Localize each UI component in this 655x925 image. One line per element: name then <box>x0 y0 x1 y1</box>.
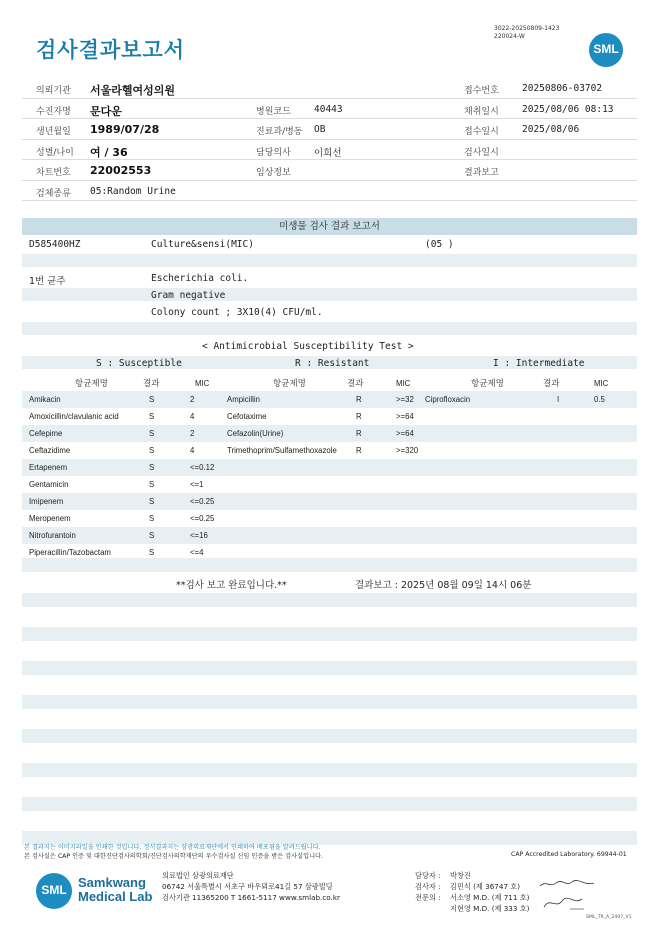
ast-table-row <box>22 459 637 476</box>
section-title: 미생물 검사 결과 보고서 <box>22 218 637 235</box>
org-name: 의료법인 삼광의료재단 <box>162 871 234 880</box>
row-band <box>22 729 637 743</box>
antibiotic-name: Gentamicin <box>29 480 69 489</box>
antibiotic-name: Nitrofurantoin <box>29 531 76 540</box>
susceptibility-result: S <box>149 463 155 472</box>
ast-table-row <box>22 527 637 544</box>
mic-value: <=0.12 <box>190 463 215 472</box>
col-mic-1: MIC <box>195 379 210 388</box>
report-time: 결과보고 : 2025년 08월 09일 14시 06분 <box>355 580 532 591</box>
info-value-v2: OB <box>314 124 326 135</box>
info-label-l2: 병원코드 <box>256 106 291 117</box>
ast-title: < Antimicrobial Susceptibility Test > <box>202 341 414 352</box>
info-label-l2: 진료과/병동 <box>256 127 303 137</box>
info-label-l1: 검체종류 <box>36 188 71 199</box>
info-value-v1: 05:Random Urine <box>90 185 176 197</box>
col-result-1: 결과 <box>143 379 160 389</box>
susceptibility-result: S <box>149 514 155 523</box>
brand-name <box>78 876 152 904</box>
ast-table-row <box>22 391 637 408</box>
antibiotic-name: Ampicillin <box>227 395 260 404</box>
info-value-v1: 22002553 <box>90 164 152 177</box>
info-label-l1: 성별/나이 <box>36 147 74 158</box>
form-code: SML_TR_A_2407_V1 <box>586 915 632 920</box>
info-label-l1: 생년월일 <box>36 127 71 137</box>
col-result-3: 결과 <box>543 379 560 389</box>
notice-accreditation: 본 검사실은 CAP 인증 및 대한진단검사의학회/진단검사의학재단의 우수검사실 신임 인증을 받은 검사실입니다. <box>24 853 323 860</box>
staff-3-label: 전문의 : <box>415 893 441 902</box>
org-address: 06742 서울특별시 서초구 바우뫼로41길 57 삼광빌딩 <box>162 882 333 891</box>
susceptibility-result: S <box>149 412 155 421</box>
completion-message: **검사 보고 완료입니다.** <box>176 580 287 591</box>
mic-value: 4 <box>190 446 195 455</box>
info-label-l3: 접수번호 <box>464 86 499 96</box>
antibiotic-name: Cefepime <box>29 429 63 438</box>
susceptibility-result: S <box>149 446 155 455</box>
info-label-l2: 담당의사 <box>256 147 291 158</box>
info-row <box>22 119 637 140</box>
susceptibility-result: S <box>149 531 155 540</box>
antibiotic-name: Amoxicillin/clavulanic acid <box>29 412 119 421</box>
mic-value: 0.5 <box>594 395 605 404</box>
info-row <box>22 140 637 161</box>
row-band <box>22 593 637 607</box>
ast-table-row <box>22 408 637 425</box>
row-band <box>22 695 637 709</box>
staff-2-label: 검사자 : <box>415 882 441 891</box>
antibiotic-name: Amikacin <box>29 395 61 404</box>
susceptibility-result: S <box>149 548 155 557</box>
mic-value: <=0.25 <box>190 497 215 506</box>
susceptibility-result: I <box>557 395 560 404</box>
document-code-line-2: 220024-W <box>494 33 525 40</box>
info-label-l1: 차트번호 <box>36 168 71 178</box>
signature-2-icon <box>540 893 586 913</box>
row-band <box>22 254 637 267</box>
staff-2-name: 김민식 (제 36747 호) <box>450 882 521 891</box>
organism-label: 1번 균주 <box>29 276 66 287</box>
antibiotic-name: Cefazolin(Urine) <box>227 429 284 438</box>
info-value-v2: 40443 <box>314 103 343 115</box>
col-drug-3: 항균제명 <box>471 379 504 389</box>
mic-value: >=64 <box>396 412 414 421</box>
mic-value: >=32 <box>396 395 414 404</box>
antibiotic-name: Ciprofloxacin <box>425 395 471 404</box>
ast-table-row <box>22 476 637 493</box>
susceptibility-result: R <box>356 446 362 455</box>
info-value-v1: 1989/07/28 <box>90 123 160 136</box>
col-result-2: 결과 <box>347 379 364 389</box>
document-code <box>494 25 559 41</box>
col-mic-3: MIC <box>594 379 609 388</box>
antibiotic-name: Meropenem <box>29 514 71 523</box>
colony-count: Colony count ; 3X10(4) CFU/ml. <box>151 307 323 318</box>
info-label-l3: 채취일시 <box>464 106 499 117</box>
info-label-l2: 임상정보 <box>256 168 291 178</box>
mic-value: <=0.25 <box>190 514 215 523</box>
sml-logo <box>589 33 623 67</box>
info-row <box>22 181 637 202</box>
row-band <box>22 288 637 301</box>
report-title: 검사결과보고서 <box>36 38 186 62</box>
brand-line-2: Medical Lab <box>78 889 153 904</box>
mic-value: >=320 <box>396 446 419 455</box>
mic-value: 4 <box>190 412 195 421</box>
susceptibility-result: S <box>149 395 155 404</box>
sml-footer-logo-text: SML <box>41 883 67 897</box>
staff-1-label: 담당자 : <box>415 871 441 880</box>
info-value-v3: 2025/08/06 08:13 <box>522 103 614 115</box>
info-value-v3: 2025/08/06 <box>522 124 580 135</box>
row-band <box>22 797 637 811</box>
notice-image-print: 본 결과지는 이미지파일을 인쇄한 것입니다. 정식결과지는 삼광의료재단에서 인쇄하여 배포됨을 알려드립니다. <box>24 844 321 851</box>
legend-susceptible: S : Susceptible <box>96 358 182 369</box>
row-band <box>22 627 637 641</box>
mic-value: <=16 <box>190 531 208 540</box>
info-value-v3: 20250806-03702 <box>522 83 603 94</box>
sml-logo-text: SML <box>593 42 619 56</box>
document-code-line-1: 3022-20250809-1423 <box>494 25 560 32</box>
col-drug-2: 항균제명 <box>273 379 306 389</box>
info-row <box>22 78 637 99</box>
info-row <box>22 99 637 120</box>
row-band <box>22 661 637 675</box>
cap-accreditation: CAP Accredited Laboratory. 69944-01 <box>511 851 627 858</box>
mic-value: <=4 <box>190 548 204 557</box>
mic-value: 2 <box>190 429 195 438</box>
info-label-l1: 의뢰기관 <box>36 86 71 96</box>
susceptibility-result: S <box>149 429 155 438</box>
info-value-v1: 문다운 <box>90 104 122 118</box>
brand-line-1: Samkwang <box>78 875 146 890</box>
susceptibility-result: S <box>149 497 155 506</box>
antibiotic-name: Trimethoprim/Sulfamethoxazole <box>227 446 337 455</box>
susceptibility-result: R <box>356 412 362 421</box>
mic-value: <=1 <box>190 480 204 489</box>
ast-table-row <box>22 493 637 510</box>
legend-intermediate: I : Intermediate <box>493 358 585 369</box>
info-row <box>22 160 637 181</box>
sml-footer-logo <box>36 873 72 909</box>
patient-info-table <box>22 78 637 201</box>
info-value-v2: 이희선 <box>314 147 342 159</box>
antibiotic-name: Ertapenem <box>29 463 68 472</box>
mic-value: >=64 <box>396 429 414 438</box>
info-label-l3: 결과보고 <box>464 168 499 178</box>
staff-3-name: 서소영 M.D. (제 711 호) <box>450 893 530 902</box>
test-code: D585400HZ <box>29 239 81 250</box>
col-mic-2: MIC <box>396 379 411 388</box>
row-band <box>22 558 637 572</box>
info-value-v1: 서울라헬여성의원 <box>90 84 176 97</box>
legend-resistant: R : Resistant <box>295 358 370 369</box>
info-label-l1: 수진자명 <box>36 106 71 117</box>
info-label-l3: 검사일시 <box>464 147 499 158</box>
col-drug-1: 항균제명 <box>75 379 108 389</box>
ast-table-row <box>22 442 637 459</box>
signature-1-icon <box>538 878 598 890</box>
info-value-v1: 여 / 36 <box>90 145 128 159</box>
gram-stain: Gram negative <box>151 290 226 301</box>
ast-table-row <box>22 510 637 527</box>
test-number: (05 ) <box>425 239 454 250</box>
susceptibility-result: R <box>356 429 362 438</box>
antibiotic-name: Cefotaxime <box>227 412 267 421</box>
mic-value: 2 <box>190 395 195 404</box>
staff-1-name: 박창진 <box>450 871 471 880</box>
susceptibility-result: R <box>356 395 362 404</box>
antibiotic-name: Ceftazidime <box>29 446 71 455</box>
susceptibility-result: S <box>149 480 155 489</box>
ast-table-row <box>22 425 637 442</box>
org-contact: 검사기관 11365200 T 1661-5117 www.smlab.co.kr <box>162 893 340 902</box>
row-band <box>22 322 637 335</box>
row-band <box>22 763 637 777</box>
antibiotic-name: Piperacillin/Tazobactam <box>29 548 111 557</box>
antibiotic-name: Imipenem <box>29 497 64 506</box>
organism-name: Escherichia coli. <box>151 273 249 284</box>
staff-4-name: 지현영 M.D. (제 333 호) <box>450 904 530 913</box>
test-name: Culture&sensi(MIC) <box>151 239 254 250</box>
info-label-l3: 접수일시 <box>464 127 499 137</box>
